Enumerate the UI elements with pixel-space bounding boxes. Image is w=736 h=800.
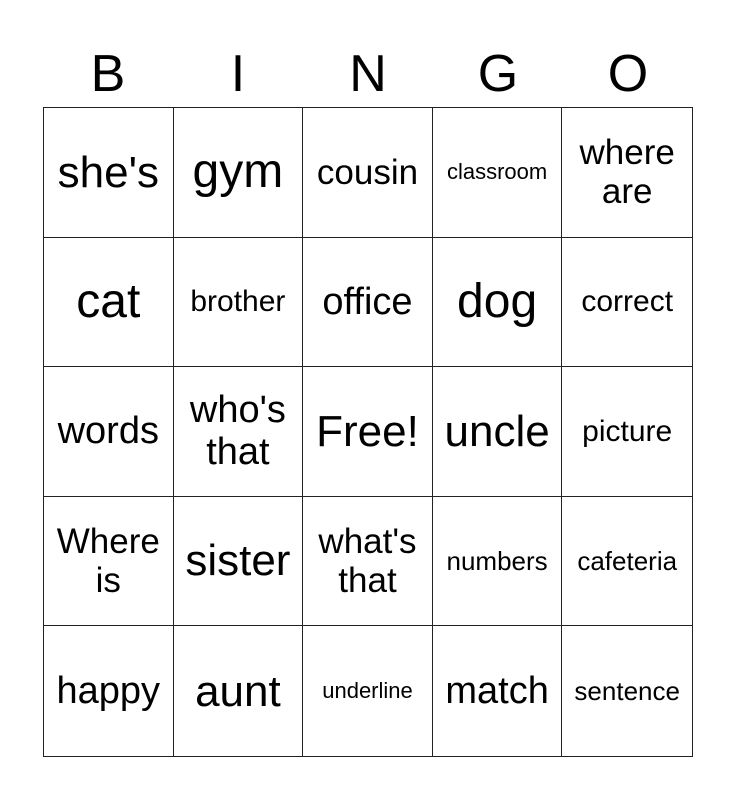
bingo-cell[interactable]: underline	[303, 626, 433, 756]
bingo-cell[interactable]: what's that	[303, 497, 433, 627]
bingo-cell[interactable]: match	[433, 626, 563, 756]
bingo-cell[interactable]: sister	[174, 497, 304, 627]
bingo-cell[interactable]: cat	[44, 238, 174, 368]
bingo-board	[43, 107, 693, 757]
bingo-cell[interactable]: cousin	[303, 108, 433, 238]
bingo-cell[interactable]: gym	[174, 108, 304, 238]
bingo-cell[interactable]: words	[44, 367, 174, 497]
bingo-cell[interactable]: uncle	[433, 367, 563, 497]
header-letter-o: O	[607, 45, 649, 103]
header-letter-i: I	[230, 45, 246, 103]
bingo-cell[interactable]: brother	[174, 238, 304, 368]
bingo-cell[interactable]: who's that	[174, 367, 304, 497]
bingo-cell[interactable]: cafeteria	[562, 497, 692, 627]
header-letter-n: N	[349, 45, 387, 103]
header-letter-b: B	[90, 45, 126, 103]
bingo-header	[43, 40, 693, 108]
bingo-cell[interactable]: where are	[562, 108, 692, 238]
free-space[interactable]: Free!	[303, 367, 433, 497]
bingo-cell[interactable]: aunt	[174, 626, 304, 756]
bingo-cell[interactable]: she's	[44, 108, 174, 238]
bingo-cell[interactable]: happy	[44, 626, 174, 756]
bingo-cell[interactable]: Where is	[44, 497, 174, 627]
bingo-cell[interactable]: picture	[562, 367, 692, 497]
bingo-cell[interactable]: numbers	[433, 497, 563, 627]
bingo-cell[interactable]: dog	[433, 238, 563, 368]
header-letter-g: G	[477, 45, 519, 103]
bingo-cell[interactable]: sentence	[574, 675, 680, 706]
bingo-cell[interactable]: classroom	[433, 108, 563, 238]
bingo-cell[interactable]: correct	[562, 238, 692, 368]
bingo-cell[interactable]: office	[303, 238, 433, 368]
